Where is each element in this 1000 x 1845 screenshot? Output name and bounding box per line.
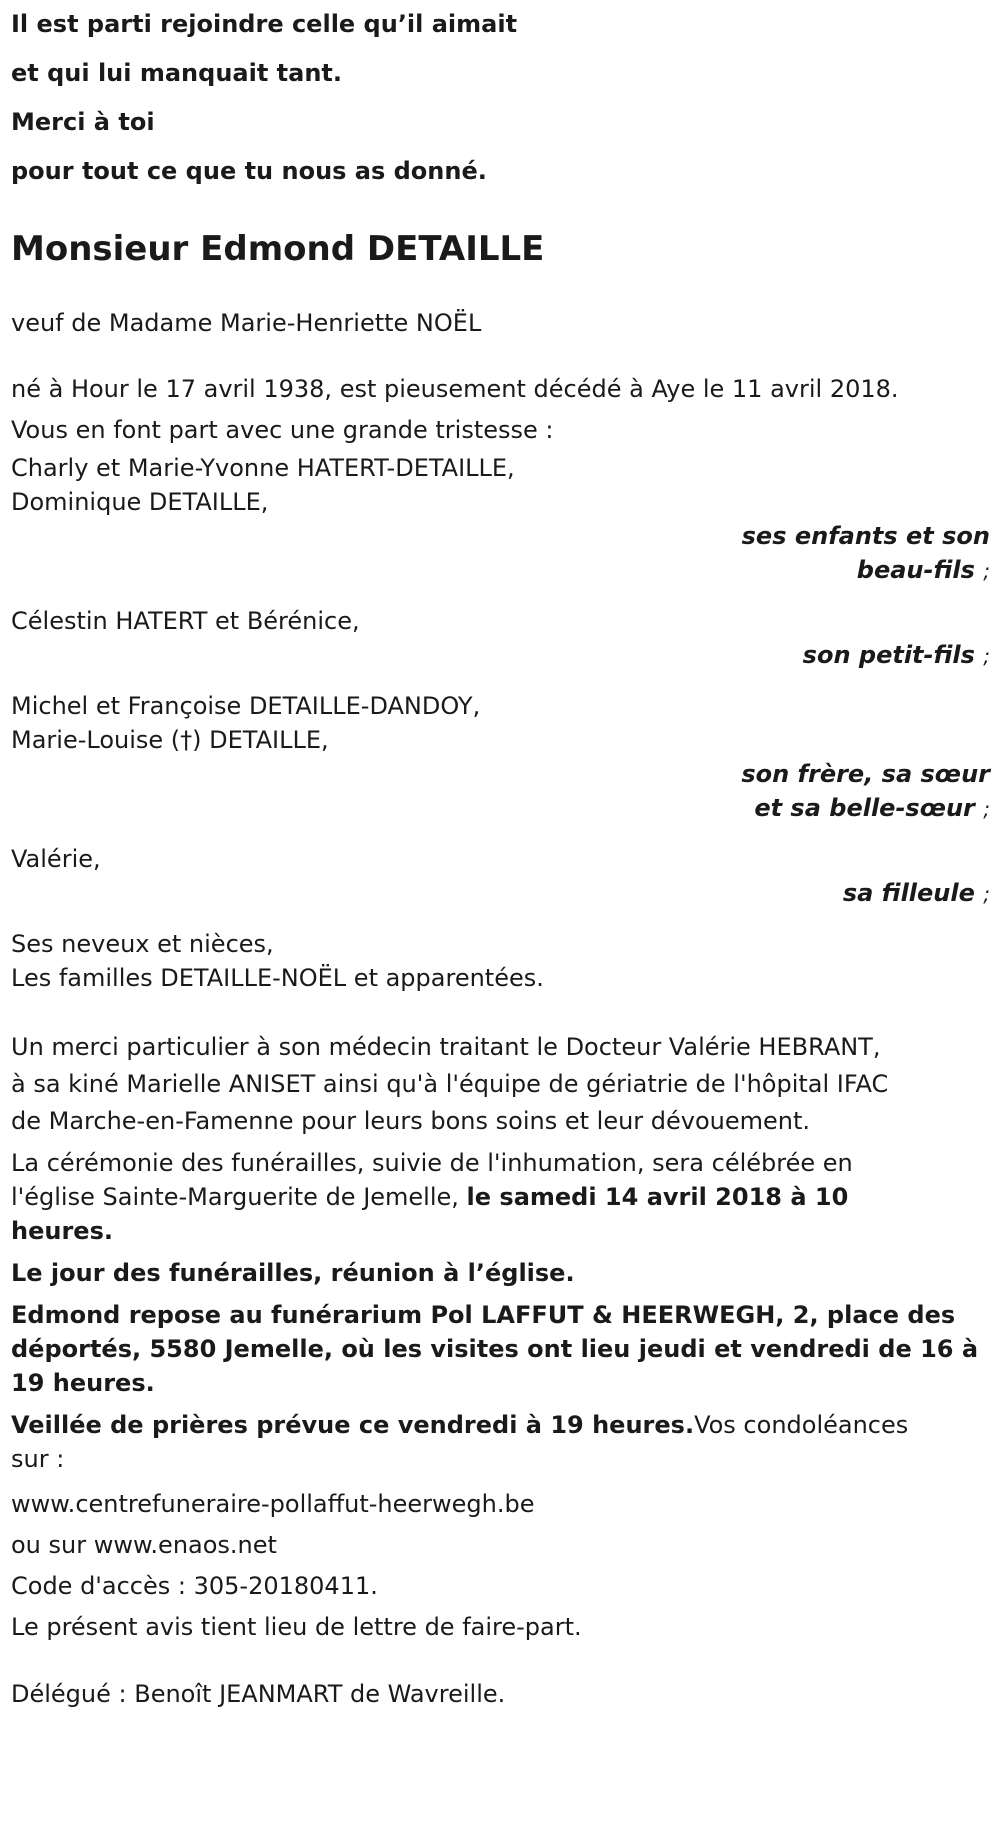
thanks-line: de Marche-en-Famenne pour leurs bons soins et leur dévouement.	[11, 1107, 811, 1135]
ceremony-line: heures.	[11, 1217, 113, 1245]
relation-label	[11, 638, 996, 673]
poem-block	[11, 0, 996, 196]
family-member: Les familles DETAILLE-NOËL et apparentées.	[11, 964, 544, 992]
thanks-line: Un merci particulier à son médecin traitant le Docteur Valérie HEBRANT,	[11, 1033, 881, 1061]
family-member: Dominique DETAILLE,	[11, 488, 269, 516]
obituary-notice	[11, 0, 996, 1715]
ceremony-line	[11, 1180, 996, 1214]
repose-line: déportés, 5580 Jemelle, où les visites ont lieu jeudi et vendredi de 16 à	[11, 1335, 979, 1363]
vigil-paragraph	[11, 1408, 996, 1476]
vigil-line	[11, 1408, 996, 1442]
relation-text: et sa belle-sœur	[754, 794, 975, 822]
poem-line: Il est parti rejoindre celle qu’il aimait	[11, 10, 518, 38]
access-code: Code d'accès : 305-20180411.	[11, 1572, 378, 1600]
relation-text: beau-fils	[856, 556, 975, 584]
relation-label: ses enfants et son	[741, 522, 990, 550]
birth-death-line: né à Hour le 17 avril 1938, est pieusement décédé à Aye le 11 avril 2018.	[11, 375, 899, 403]
family-member: Ses neveux et nièces,	[11, 930, 274, 958]
relation-text: son petit-fils	[802, 641, 975, 669]
ceremony-date: le samedi 14 avril 2018 à 10	[466, 1183, 849, 1211]
poem-line: pour tout ce que tu nous as donné.	[11, 157, 487, 185]
family-grandchild	[11, 604, 996, 673]
delegate-line: Délégué : Benoît JEANMART de Wavreille.	[11, 1680, 506, 1708]
ceremony-line: La cérémonie des funérailles, suivie de l'inhumation, sera célébrée en	[11, 1149, 853, 1177]
vigil-text: Veillée de prières prévue ce vendredi à 19 heures.	[11, 1411, 695, 1439]
relation-label	[11, 791, 996, 826]
family-siblings	[11, 689, 996, 826]
poem-line: Merci à toi	[11, 108, 155, 136]
repose-line: 19 heures.	[11, 1369, 155, 1397]
family-member: Célestin HATERT et Bérénice,	[11, 607, 360, 635]
thanks-line: à sa kiné Marielle ANISET ainsi qu'à l'équipe de gériatrie de l'hôpital IFAC	[11, 1070, 889, 1098]
relation-text: sa filleule	[842, 879, 975, 907]
semicolon: ;	[983, 797, 990, 821]
vigil-line: sur :	[11, 1445, 65, 1473]
announce-line: Vous en font part avec une grande tristesse :	[11, 416, 554, 444]
notice-line: Le présent avis tient lieu de lettre de faire-part.	[11, 1613, 582, 1641]
poem-line: et qui lui manquait tant.	[11, 59, 342, 87]
website-link-alt[interactable]: ou sur www.enaos.net	[11, 1531, 277, 1559]
semicolon: ;	[983, 882, 990, 906]
website-link[interactable]: www.centrefuneraire-pollaffut-heerwegh.be	[11, 1490, 535, 1518]
repose-paragraph	[11, 1298, 996, 1400]
family-member: Charly et Marie-Yvonne HATERT-DETAILLE,	[11, 454, 515, 482]
family-member: Marie-Louise (†) DETAILLE,	[11, 726, 329, 754]
meeting-line: Le jour des funérailles, réunion à l’église.	[11, 1259, 575, 1287]
repose-line: Edmond repose au funérarium Pol LAFFUT & HEERWEGH, 2, place des	[11, 1301, 956, 1329]
family-others	[11, 927, 996, 995]
thanks-paragraph	[11, 1029, 996, 1140]
family-goddaughter	[11, 842, 996, 911]
semicolon: ;	[983, 644, 990, 668]
widower-line: veuf de Madame Marie-Henriette NOËL	[11, 309, 482, 337]
ceremony-paragraph	[11, 1146, 996, 1248]
relation-label: son frère, sa sœur	[741, 760, 990, 788]
family-member: Valérie,	[11, 845, 101, 873]
relation-label	[11, 876, 996, 911]
relation-label	[11, 553, 996, 588]
deceased-name: Monsieur Edmond DETAILLE	[11, 229, 545, 269]
family-member: Michel et Françoise DETAILLE-DANDOY,	[11, 692, 481, 720]
ceremony-place: l'église Sainte-Marguerite de Jemelle,	[11, 1183, 467, 1211]
condolences-text: Vos condoléances	[694, 1411, 909, 1439]
semicolon: ;	[983, 559, 990, 583]
family-children	[11, 451, 996, 588]
